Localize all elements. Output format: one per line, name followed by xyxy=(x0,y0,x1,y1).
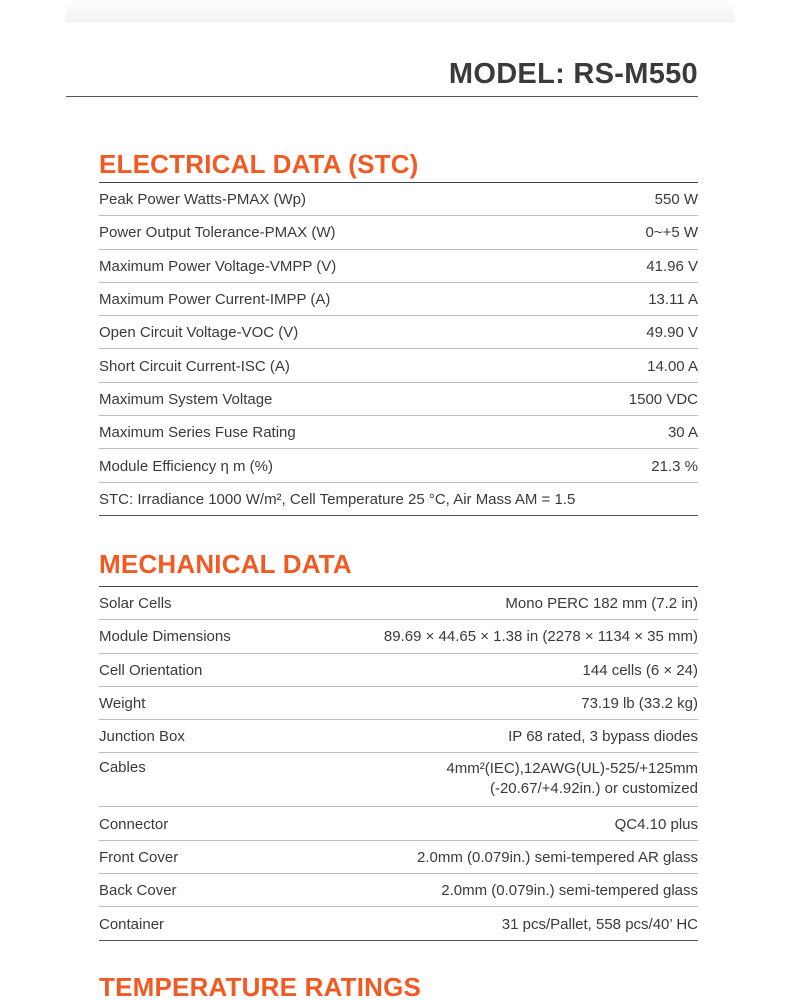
table-row xyxy=(99,874,698,907)
row-value: 2.0mm (0.079in.) semi-tempered glass xyxy=(441,882,698,900)
row-label: Maximum Power Current-IMPP (A) xyxy=(99,291,331,309)
electrical-section-title: ELECTRICAL DATA (STC) xyxy=(99,149,419,179)
model-divider xyxy=(66,96,698,97)
row-value: 31 pcs/Pallet, 558 pcs/40’ HC xyxy=(501,915,698,933)
row-label: Cables xyxy=(99,759,146,777)
row-value: IP 68 rated, 3 bypass diodes xyxy=(508,728,698,746)
row-label: Junction Box xyxy=(99,728,185,746)
table-row xyxy=(99,283,698,316)
row-value: 89.69 × 44.65 × 1.38 in (2278 × 1134 × 35 mm) xyxy=(383,628,698,646)
row-label: Short Circuit Current-ISC (A) xyxy=(99,357,290,375)
top-shadow xyxy=(66,0,734,22)
table-row xyxy=(99,620,698,653)
row-label: Maximum System Voltage xyxy=(99,390,273,408)
row-label: Maximum Power Voltage-VMPP (V) xyxy=(99,257,337,275)
cables-spec-line-2: (-20.67/+4.92in.) or customized xyxy=(489,780,698,798)
model-title: MODEL: RS-M550 xyxy=(448,58,698,90)
table-row xyxy=(99,753,698,807)
row-value: 0~+5 W xyxy=(645,224,698,242)
row-label: Module Dimensions xyxy=(99,628,231,646)
table-row xyxy=(99,720,698,753)
mechanical-section-title: MECHANICAL DATA xyxy=(99,549,352,579)
row-value: 49.90 V xyxy=(646,324,698,342)
table-row xyxy=(99,449,698,482)
table-row xyxy=(99,841,698,874)
row-label: Maximum Series Fuse Rating xyxy=(99,424,296,442)
row-label: Container xyxy=(99,915,165,933)
table-row xyxy=(99,654,698,687)
row-label: Peak Power Watts-PMAX (Wp) xyxy=(99,191,306,209)
table-row xyxy=(99,587,698,620)
table-row xyxy=(99,316,698,349)
row-value: 1500 VDC xyxy=(628,390,698,408)
row-label: Connector xyxy=(99,815,169,833)
row-value: Mono PERC 182 mm (7.2 in) xyxy=(505,595,698,613)
row-value: 2.0mm (0.079in.) semi-tempered AR glass xyxy=(417,848,698,866)
row-value: 73.19 lb (33.2 kg) xyxy=(581,695,698,713)
table-row xyxy=(99,349,698,382)
row-label: Solar Cells xyxy=(99,595,172,613)
row-value: 144 cells (6 × 24) xyxy=(582,661,698,679)
table-row xyxy=(99,250,698,283)
table-row xyxy=(99,183,698,216)
row-label: Open Circuit Voltage-VOC (V) xyxy=(99,324,299,342)
row-label: Back Cover xyxy=(99,882,177,900)
row-label: Weight xyxy=(99,695,146,713)
table-row xyxy=(99,687,698,720)
stc-note: STC: Irradiance 1000 W/m², Cell Temperature 25 °C, Air Mass AM = 1.5 xyxy=(99,490,576,508)
mechanical-table xyxy=(99,586,698,941)
electrical-table xyxy=(99,182,698,516)
table-row xyxy=(99,907,698,940)
row-value: 21.3 % xyxy=(651,457,698,475)
row-value: 30 A xyxy=(667,424,698,442)
cables-spec-line-1: 4mm²(IEC),12AWG(UL)-525/+125mm xyxy=(446,760,698,778)
stc-note-row xyxy=(99,483,698,516)
row-value: 41.96 V xyxy=(646,257,698,275)
row-value: 550 W xyxy=(654,191,698,209)
row-label: Module Efficiency η m (%) xyxy=(99,457,273,475)
row-value: 13.11 A xyxy=(648,291,698,309)
row-value: QC4.10 plus xyxy=(614,815,698,833)
table-row xyxy=(99,807,698,840)
row-label: Power Output Tolerance-PMAX (W) xyxy=(99,224,336,242)
row-value: 14.00 A xyxy=(647,357,698,375)
row-value xyxy=(398,759,698,799)
table-row xyxy=(99,416,698,449)
temperature-section-title: TEMPERATURE RATINGS xyxy=(99,972,422,1000)
row-label: Cell Orientation xyxy=(99,661,203,679)
row-label: Front Cover xyxy=(99,848,179,866)
table-row xyxy=(99,216,698,249)
table-row xyxy=(99,383,698,416)
